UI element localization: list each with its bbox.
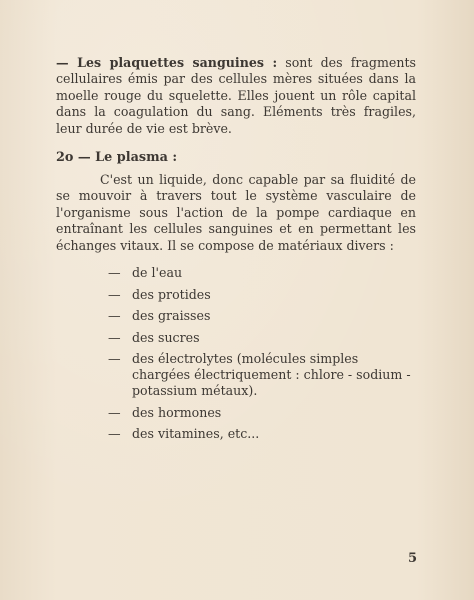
plasma-paragraph: C'est un liquide, donc capable par sa fluidité de se mouvoir à travers tout le système vasculaire de l'organisme sous l'action de la pompe cardiaque en entraînant les cellules sanguines et en permettant les échanges vitaux. Il se compose de matériaux divers : [56,172,416,253]
components-list [108,265,420,448]
section-number: 2o [56,150,74,165]
platelets-text: sont des fragments cellulaires émis par des cellules mères situées dans la moelle rouge du squelette. Elles jouent un rôle capital dans la coagulation du sang. Eléments très fragiles, leur durée de vie est brève. [56,55,416,136]
dash: — [108,308,121,323]
list-item-text: de l'eau [132,265,183,280]
list-item-text: des vitamines, etc... [132,426,260,441]
list-item [108,405,420,421]
list-item [108,287,420,303]
page-number: 5 [408,551,418,566]
list-item [108,351,420,399]
list-item [108,308,420,324]
dash: — [108,286,121,302]
plasma-heading [56,150,416,166]
platelets-paragraph [56,55,416,137]
dash: — [108,265,121,280]
list-item [108,426,420,442]
dash: — [108,329,121,345]
list-item [108,330,420,346]
list-item-text: des sucres [132,329,200,345]
section-title: — Le plasma : [77,150,178,165]
dash: — [108,351,121,366]
list-item-text: des graisses [132,308,211,323]
list-item-text: des électrolytes (molécules simples chargées électriquement : chlore - sodium - potassium métaux). [132,351,411,398]
dash: — [108,404,121,420]
dash: — [108,426,121,441]
list-item [108,265,420,281]
list-item-text: des protides [132,286,211,302]
list-item-text: des hormones [132,404,222,420]
platelets-heading: — Les plaquettes sanguines : [56,55,278,70]
